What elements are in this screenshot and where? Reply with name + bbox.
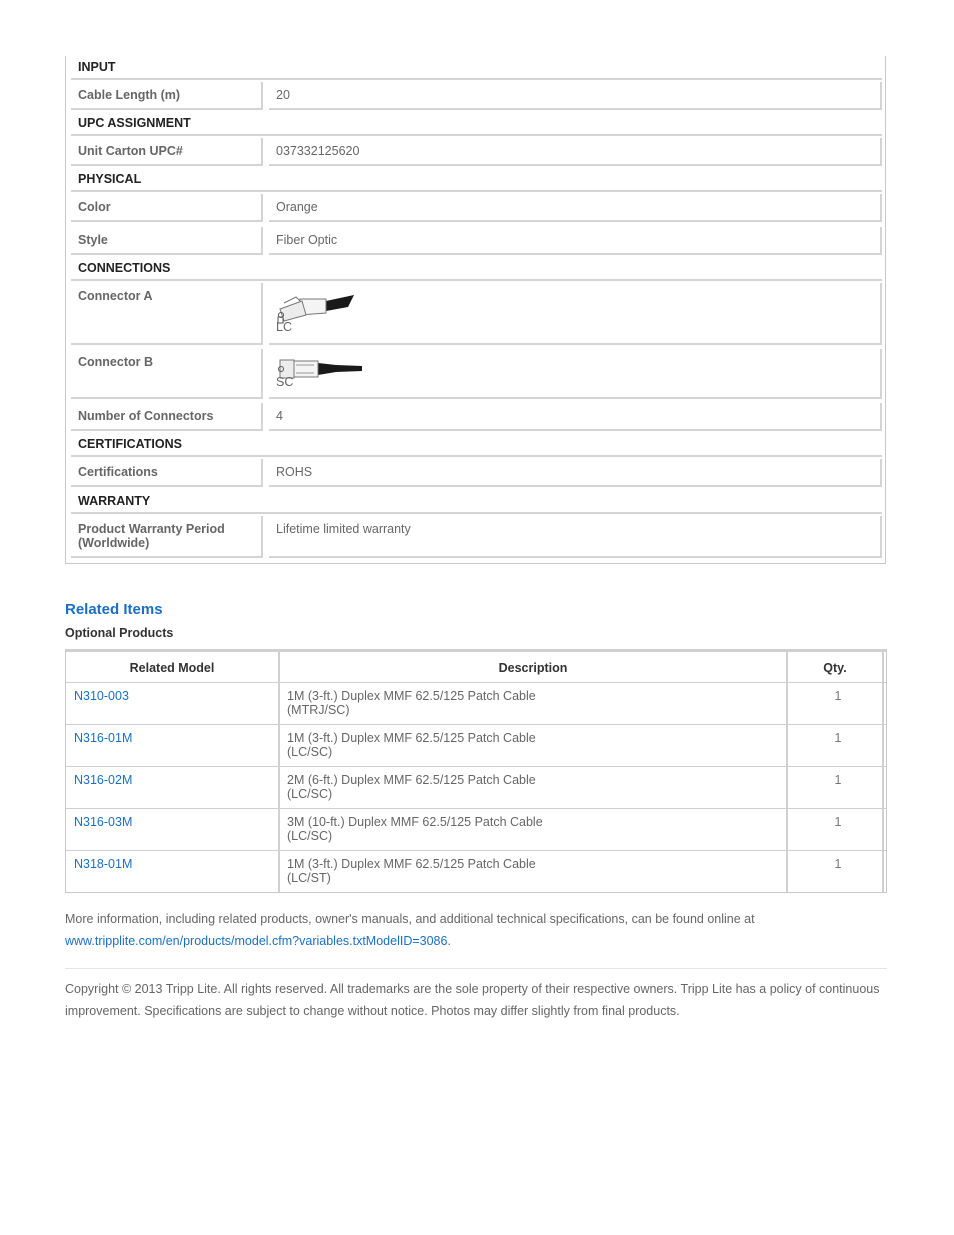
connector-b-caption: SC xyxy=(276,375,294,389)
spec-row-number-of-connectors xyxy=(71,403,882,431)
spec-label: Style xyxy=(78,233,108,247)
spec-label: Cable Length (m) xyxy=(78,88,181,102)
qty-cell: 1 xyxy=(834,689,842,703)
section-title: CERTIFICATIONS xyxy=(78,437,182,451)
section-title: WARRANTY xyxy=(78,494,151,508)
section-warranty xyxy=(71,490,882,514)
description-line: (LC/SC) xyxy=(287,829,333,843)
optional-products-subheading: Optional Products xyxy=(65,626,174,640)
spec-row-color xyxy=(71,194,882,222)
related-items-heading: Related Items xyxy=(65,601,163,618)
spec-value: 037332125620 xyxy=(276,144,360,158)
spec-row-certifications xyxy=(71,459,882,487)
spec-label: Connector A xyxy=(78,289,153,303)
section-title: UPC ASSIGNMENT xyxy=(78,116,191,130)
spec-value: Fiber Optic xyxy=(276,233,338,247)
spec-value: Lifetime limited warranty xyxy=(276,522,411,536)
section-upc xyxy=(71,112,882,136)
description-line: (LC/ST) xyxy=(287,871,331,885)
section-title: PHYSICAL xyxy=(78,172,142,186)
description-line: 2M (6-ft.) Duplex MMF 62.5/125 Patch Cable xyxy=(287,773,536,787)
description-line: 3M (10-ft.) Duplex MMF 62.5/125 Patch Cable xyxy=(287,815,543,829)
table-row xyxy=(66,767,886,809)
related-items-table xyxy=(65,649,887,893)
spec-value: Orange xyxy=(276,200,318,214)
spec-row-upc xyxy=(71,138,882,166)
description-line: 1M (3-ft.) Duplex MMF 62.5/125 Patch Cable xyxy=(287,689,536,703)
spec-label: Certifications xyxy=(78,465,158,479)
spec-row-cable-length xyxy=(71,82,882,110)
footer-divider xyxy=(65,968,887,969)
description-cell xyxy=(287,773,587,801)
model-link[interactable]: N318-01M xyxy=(74,857,133,871)
description-cell xyxy=(287,689,587,717)
more-info-paragraph xyxy=(65,908,887,952)
section-certifications xyxy=(71,433,882,457)
spec-label: Color xyxy=(78,200,111,214)
spec-row-connector-a xyxy=(71,283,882,345)
section-physical xyxy=(71,168,882,192)
qty-cell: 1 xyxy=(834,731,842,745)
spec-label-line: (Worldwide) xyxy=(78,536,150,550)
model-link[interactable]: N316-02M xyxy=(74,773,133,787)
description-cell xyxy=(287,815,587,843)
table-row xyxy=(66,851,886,893)
spec-label-line: Product Warranty Period xyxy=(78,522,225,536)
spec-label: Unit Carton UPC# xyxy=(78,144,183,158)
column-header-qty: Qty. xyxy=(823,661,847,675)
spec-label: Connector B xyxy=(78,355,153,369)
copyright-text: Copyright © 2013 Tripp Lite. All rights reserved. All trademarks are the sole property of their respective owners. Tripp Lite has a policy of continuous improvement. Specifications are subject to change without notice. Photos may differ slightly from final products. xyxy=(65,982,880,1018)
spec-label: Number of Connectors xyxy=(78,409,214,423)
spec-table xyxy=(65,56,886,564)
spec-value: 20 xyxy=(276,88,290,102)
spec-row-warranty xyxy=(71,516,882,558)
section-connections xyxy=(71,257,882,281)
connector-a-caption: LC xyxy=(276,320,292,334)
description-line: 1M (3-ft.) Duplex MMF 62.5/125 Patch Cable xyxy=(287,731,536,745)
column-header-description: Description xyxy=(498,661,568,675)
qty-cell: 1 xyxy=(834,857,842,871)
spec-label xyxy=(78,522,225,550)
link-suffix: . xyxy=(447,934,451,948)
spec-row-style xyxy=(71,227,882,255)
model-link[interactable]: N316-01M xyxy=(74,731,133,745)
table-row xyxy=(66,725,886,767)
product-page-link[interactable]: www.tripplite.com/en/products/model.cfm?variables.txtModelID=3086 xyxy=(65,934,448,948)
description-line: (LC/SC) xyxy=(287,745,333,759)
description-cell xyxy=(287,731,587,759)
section-title: INPUT xyxy=(78,60,116,74)
qty-cell: 1 xyxy=(834,815,842,829)
model-link[interactable]: N310-003 xyxy=(74,689,129,703)
description-cell xyxy=(287,857,587,885)
model-link[interactable]: N316-03M xyxy=(74,815,133,829)
description-line: 1M (3-ft.) Duplex MMF 62.5/125 Patch Cable xyxy=(287,857,536,871)
column-header-model: Related Model xyxy=(129,661,215,675)
spec-value: 4 xyxy=(276,409,283,423)
description-line: (MTRJ/SC) xyxy=(287,703,350,717)
table-row xyxy=(66,809,886,851)
section-input xyxy=(71,56,882,80)
table-row xyxy=(66,683,886,725)
qty-cell: 1 xyxy=(834,773,842,787)
spec-value: ROHS xyxy=(276,465,313,479)
spec-row-connector-b xyxy=(71,349,882,399)
section-title: CONNECTIONS xyxy=(78,261,171,275)
more-info-text: More information, including related products, owner's manuals, and additional technical specifications, can be found online at xyxy=(65,912,755,926)
description-line: (LC/SC) xyxy=(287,787,333,801)
